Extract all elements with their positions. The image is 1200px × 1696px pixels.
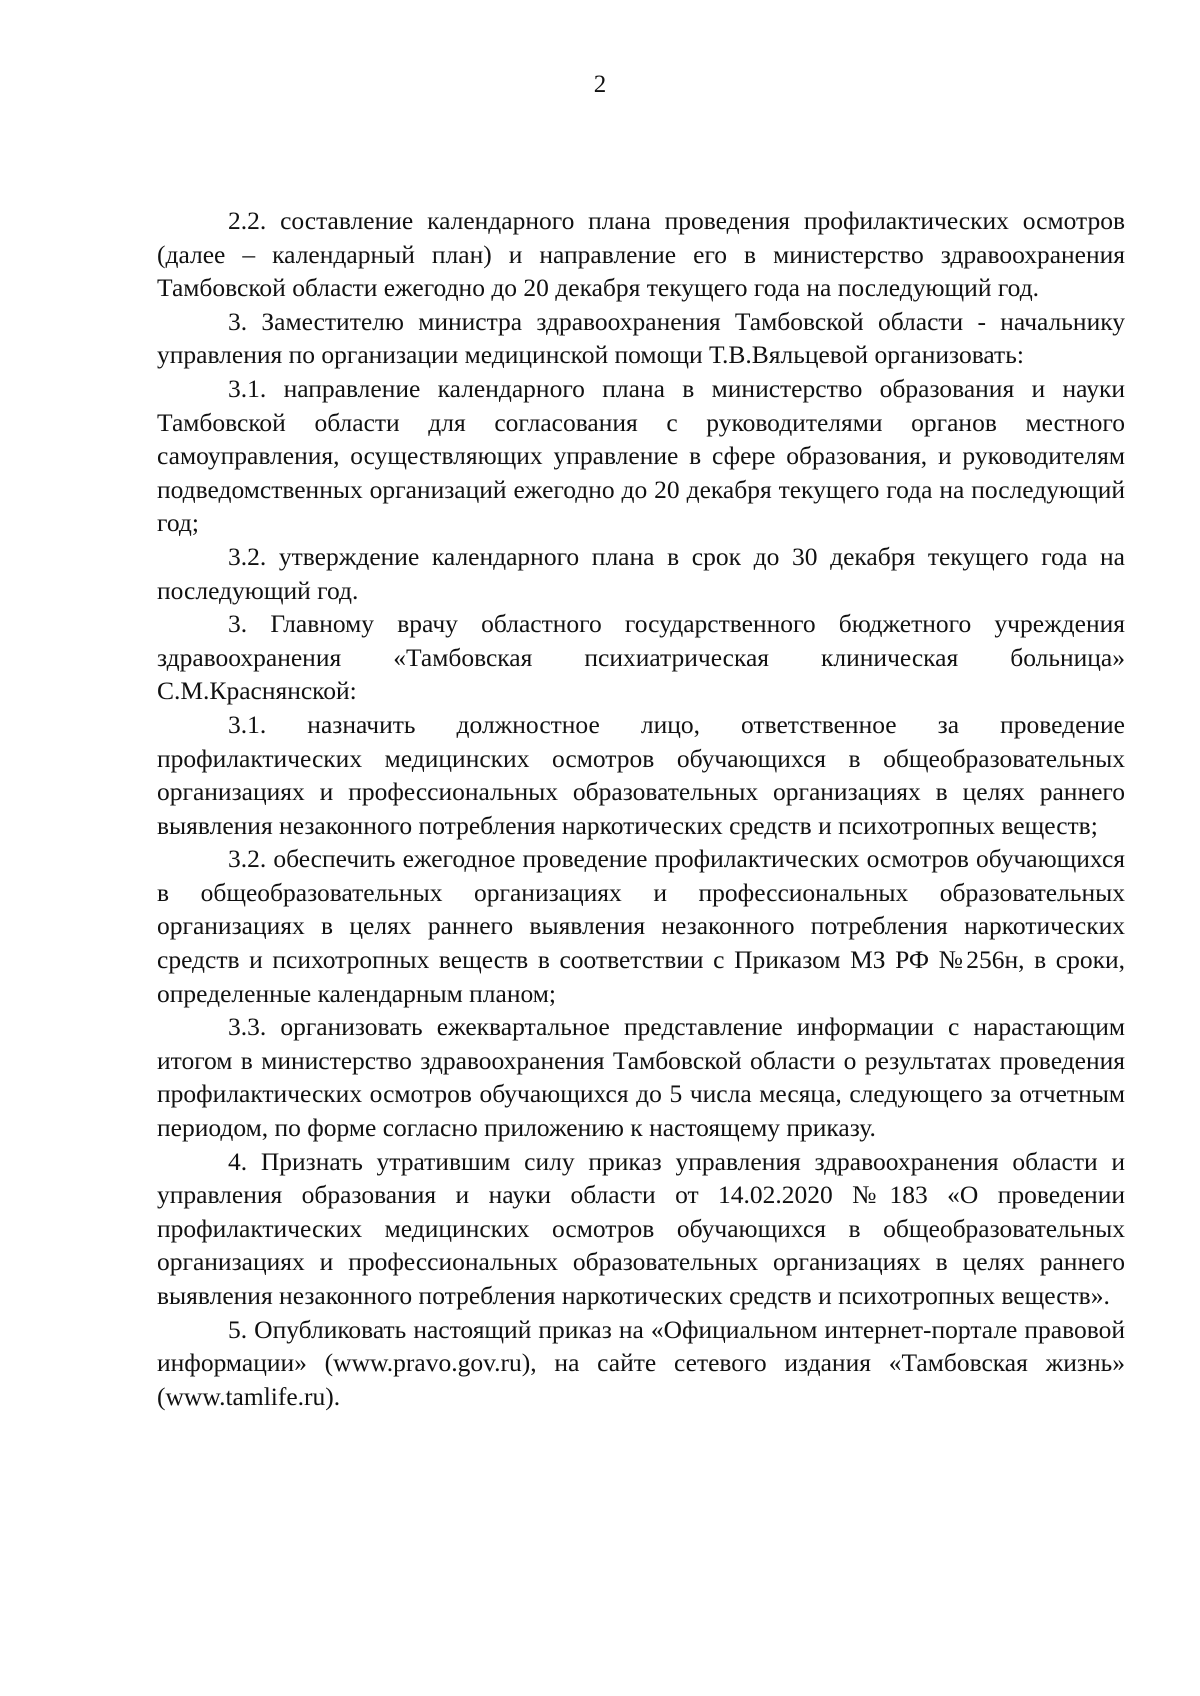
paragraph-2-2: 2.2. составление календарного плана проведения профилактических осмотров (далее – календарный план) и направление его в министерство здравоохранения Тамбовской области ежегодно до 20 декабря текущего года на последующий год. [157, 206, 1125, 303]
paragraph-4-revoke-order: 4. Признать утратившим силу приказ управления здравоохранения области и управления образования и науки области от 14.02.2020 №183 «О проведении профилактических медицинских осмотров обучающихся в общеобразовательных организациях и профессиональных образовательных организациях в целях раннего выявления незаконного потребления наркотических средств и психотропных веществ». [157, 1146, 1125, 1310]
paragraph-3-3-quarterly-report: 3.3. организовать ежеквартальное представление информации с нарастающим итогом в министерство здравоохранения Тамбовской области о результатах проведения профилактических осмотров обучающихся до 5 числа месяца, следующего за отчетным периодом, по форме согласно приложению к настоящему приказу. [157, 1012, 1125, 1143]
paragraph-3-1-plan-direction: 3.1. направление календарного плана в министерство образования и науки Тамбовской области для согласования с руководителями органов местного самоуправления, осуществляющих управление в сфере образования, и руководителям подведомственных организаций ежегодно до 20 декабря текущего года на последующий год; [157, 373, 1125, 538]
page-number: 2 [593, 71, 607, 98]
document-body [157, 204, 1125, 1413]
paragraph-3-deputy-minister: 3. Заместителю министра здравоохранения Тамбовской области - начальнику управления по организации медицинской помощи Т.В.Вяльцевой организовать: [157, 306, 1125, 370]
paragraph-3-2-plan-approval: 3.2. утверждение календарного плана в срок до 30 декабря текущего года на последующий год. [157, 541, 1125, 605]
paragraph-3-2-ensure-examinations: 3.2. обеспечить ежегодное проведение профилактических осмотров обучающихся в общеобразовательных организациях и профессиональных образовательных организациях в целях раннего выявления незаконного потребления наркотических средств и психотропных веществ в соответствии с Приказом МЗ РФ №256н, в сроки, определенные календарным планом; [157, 844, 1125, 1008]
paragraph-5-publish-order: 5. Опубликовать настоящий приказ на «Официальном интернет-портале правовой информации» (www.pravo.gov.ru), на сайте сетевого издания «Тамбовская жизнь» (www.tamlife.ru). [157, 1314, 1125, 1411]
paragraph-3-1-appoint-official: 3.1. назначить должностное лицо, ответственное за проведение профилактических медицинских осмотров обучающихся в общеобразовательных организациях и профессиональных образовательных организациях в целях раннего выявления незаконного потребления наркотических средств и психотропных веществ; [157, 709, 1125, 840]
paragraph-3-chief-physician: 3. Главному врачу областного государственного бюджетного учреждения здравоохранения «Тамбовская психиатрическая клиническая больница» С.М.Краснянской: [157, 609, 1125, 706]
